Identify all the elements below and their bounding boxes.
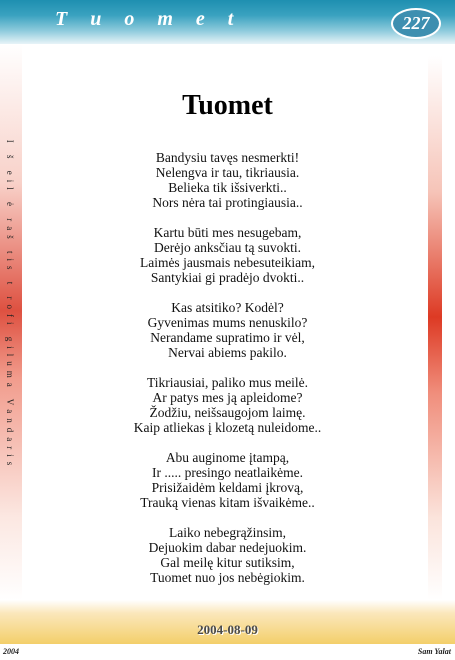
poem-line: Derėjo anksčiau tą suvokti.: [154, 240, 301, 255]
poem-line: Dejuokim dabar nedejuokim.: [148, 540, 307, 555]
poem-title: Tuomet: [182, 90, 273, 121]
poem-line: Nors nėra tai protingiausia..: [152, 195, 303, 210]
poem-line: Gyvenimas mums nenuskilo?: [147, 315, 308, 330]
poem-line: Kaip atliekas į klozetą nuleidome..: [133, 420, 322, 435]
header-title: T u o m e t: [55, 8, 243, 30]
poem-line: Bandysiu tavęs nesmerkti!: [155, 150, 300, 165]
poem-line: Trauką vienas kitam išvaikėme..: [140, 495, 315, 510]
stanza: [0, 525, 455, 585]
poem-line: Tuomet nuo jos nebėgiokim.: [150, 570, 305, 585]
footer-author: Sam Yalat: [417, 647, 451, 656]
poem-line: Kas atsitiko? Kodėl?: [171, 300, 284, 315]
footer-year: 2004: [3, 647, 19, 656]
poem-line: Prisižaidėm keldami įkrovą,: [151, 480, 304, 495]
poem-date: 2004-08-09: [197, 622, 258, 637]
poem-line: Gal meilę kitur sutiksim,: [160, 555, 295, 570]
poem-line: Nelengva ir tau, tikriausia.: [155, 165, 300, 180]
poem-line: Nervai abiems pakilo.: [168, 345, 287, 360]
stanza: [0, 225, 455, 285]
page-number-badge: 227: [391, 8, 441, 39]
poem-line: Abu auginome įtampą,: [165, 450, 290, 465]
left-vertical-text: I š eil ė raš tis t rofi giluma Vandaris: [5, 139, 15, 471]
poem-line: Santykiai gi pradėjo dvokti..: [150, 270, 305, 285]
poem-line: Kartu būti mes nesugebam,: [153, 225, 302, 240]
poem-line: Laiko nebegrąžinsim,: [169, 525, 286, 540]
stanza: [0, 150, 455, 210]
poem-line: Tikriausiai, paliko mus meilė.: [146, 375, 309, 390]
poem-line: Žodžiu, neišsaugojom laimę.: [149, 405, 306, 420]
header-bar: [0, 0, 455, 44]
poem-line: Ir ..... presingo neatlaikėme.: [151, 465, 304, 480]
poem-line: Ar patys mes ją apleidome?: [152, 390, 303, 405]
stanza: [0, 450, 455, 510]
poem-line: Nerandame supratimo ir vėl,: [150, 330, 305, 345]
stanza: [0, 375, 455, 435]
poem-line: Laimės jausmais nebesuteikiam,: [139, 255, 316, 270]
poem-line: Belieka tik išsiverkti..: [168, 180, 287, 195]
poem-body: [0, 150, 455, 600]
stanza: [0, 300, 455, 360]
